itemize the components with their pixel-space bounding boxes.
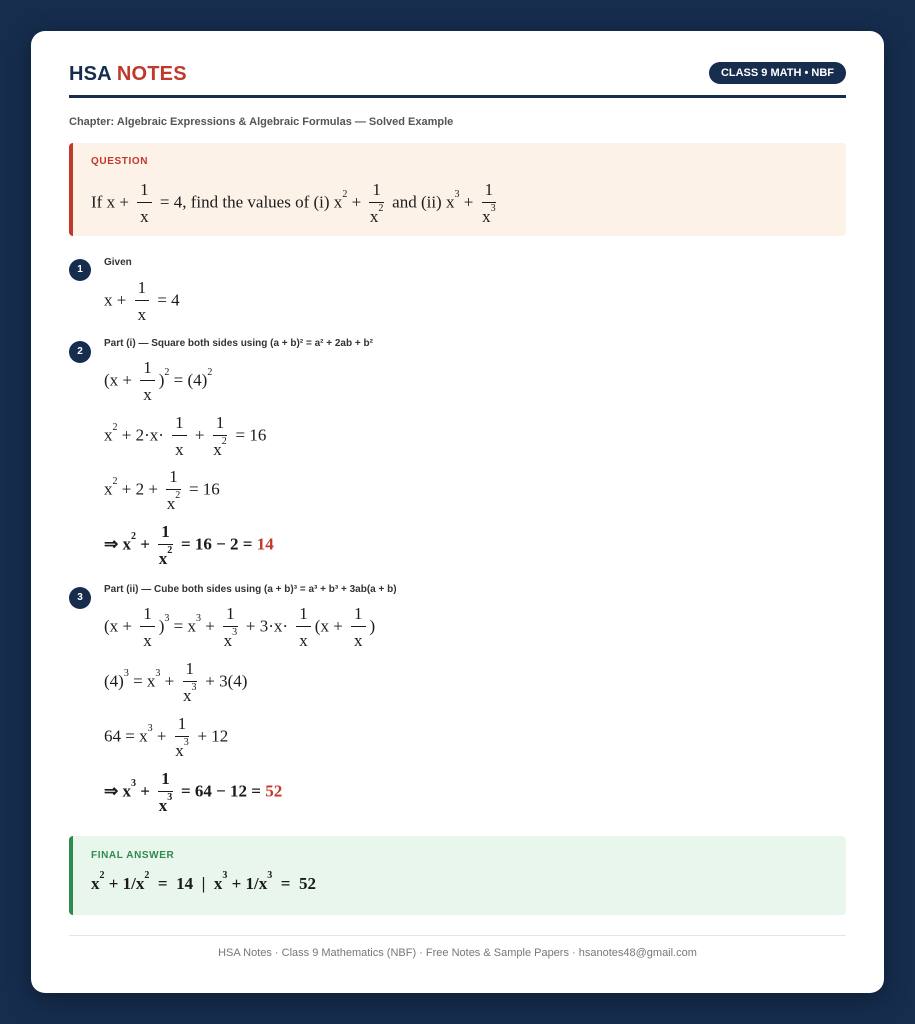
- brand-part2: NOTES: [116, 63, 187, 85]
- chapter-title: Chapter: Algebraic Expressions & Algebraic Formulas — Solved Example: [69, 116, 454, 128]
- step-title: Given: [104, 257, 132, 268]
- brand-logo: [69, 63, 187, 86]
- step-title: Part (i) — Square both sides using (a + b)² = a² + 2ab + b²: [104, 338, 373, 349]
- math-line: $x^2 + 2\cdot x\cdot$ $\frac{1}{x}$ + $\frac{1}{x^2}$ = 16: [104, 413, 267, 459]
- math-line: (x + $\frac{1}{x}$ )$^2 = (4)^2$: [104, 358, 213, 404]
- question-and: and (ii) x: [392, 192, 455, 212]
- fraction: $\frac{1}{x^3}$: [482, 180, 496, 226]
- final-answer-box: [69, 836, 846, 915]
- result-part2: 52: [265, 781, 283, 801]
- step-number: 2: [69, 341, 91, 363]
- footer-text: HSA Notes · Class 9 Mathematics (NBF) · Free Notes & Sample Papers · hsanotes48@gmail.com: [218, 947, 697, 959]
- question-text: If x + $\frac{1}{x}$ = 4, find the values of (i) $x^2$ + $\frac{1}{x^2}$ and (ii) $x^3$ + $\frac{1}{x^3}$: [91, 180, 496, 226]
- math-line: $(4)^3 = x^3$ + $\frac{1}{x^3}$ + 3(4): [104, 659, 248, 705]
- fraction: $\frac{1}{x}$: [137, 181, 152, 226]
- final-answer-label: FINAL ANSWER: [91, 850, 175, 861]
- fraction: $\frac{1}{x^2}$: [369, 180, 384, 226]
- header-divider: [69, 95, 846, 98]
- notes-card: [31, 31, 884, 993]
- class-badge: CLASS 9 MATH • NBF: [709, 62, 846, 84]
- question-intro: If x +: [91, 192, 129, 212]
- header: [69, 61, 846, 91]
- question-mid: = 4, find the values of (i) x: [159, 192, 343, 212]
- question-box: [69, 143, 846, 236]
- brand-part1: HSA: [69, 63, 112, 85]
- step-number: 3: [69, 587, 91, 609]
- final-answer-text: $x^2 + 1/x^2 = 14$ | $x^3 + 1/x^3 = 52$: [91, 870, 316, 893]
- math-line: (x + $\frac{1}{x}$ )$^3 = x^3$ + $\frac{1}{x^3}$ + 3·x· $\frac{1}{x}$ (x + $\frac{1}{x}$ ): [104, 604, 376, 650]
- result-part1: 14: [256, 534, 274, 554]
- result-line-part2: ⇒ $x^3$ + $\frac{1}{x^3}$ = 64 − 12 = 52: [104, 769, 283, 815]
- result-line-part1: ⇒ $x^2$ + $\frac{1}{x^2}$ = 16 − 2 = 14: [104, 522, 274, 568]
- question-label: QUESTION: [91, 156, 149, 167]
- step-number: 1: [69, 259, 91, 281]
- step-title: Part (ii) — Cube both sides using (a + b)³ = a³ + b³ + 3ab(a + b): [104, 584, 397, 595]
- math-line: $x^2 + 2$ + $\frac{1}{x^2}$ = 16: [104, 467, 220, 513]
- footer-divider: [69, 935, 846, 936]
- math-line: x + $\frac{1}{x}$ = 4: [104, 278, 180, 324]
- math-line: $64 = x^3$ + $\frac{1}{x^3}$ + 12: [104, 714, 229, 760]
